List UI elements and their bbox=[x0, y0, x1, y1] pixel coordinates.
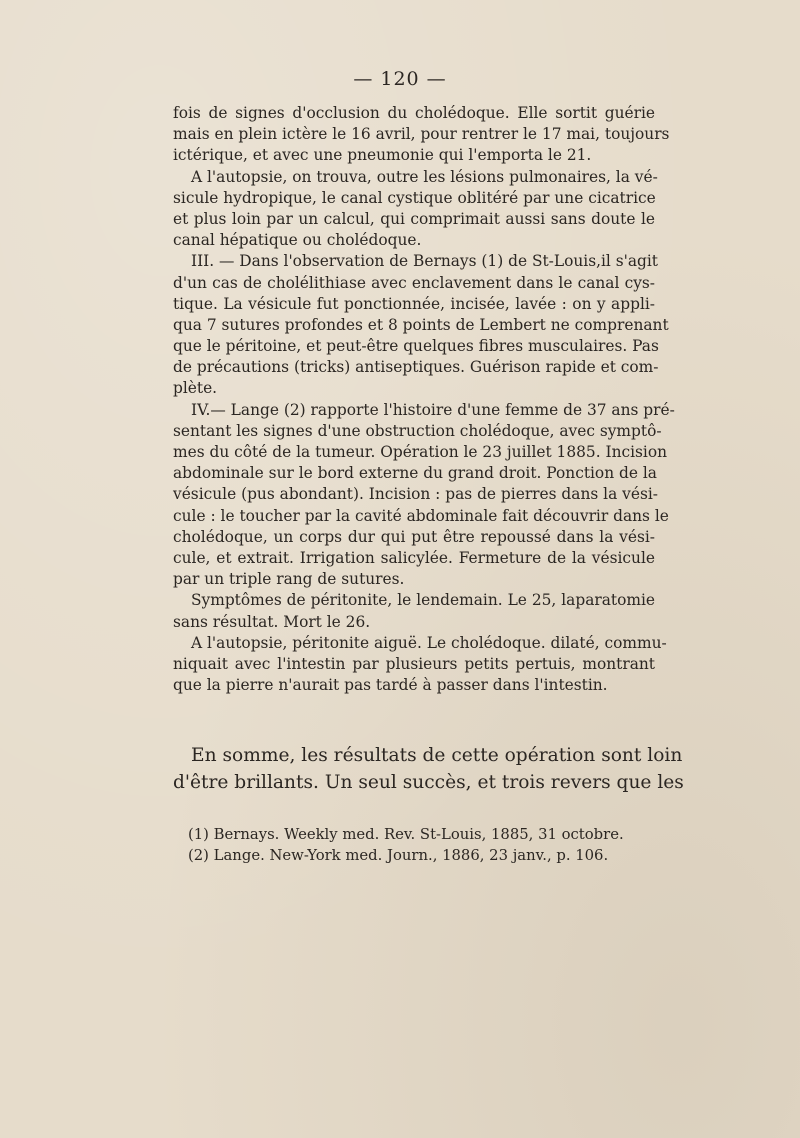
text-line: d'un cas de cholélithiase avec enclavement dans le canal cys- bbox=[173, 273, 655, 292]
text-line: vésicule (pus abondant). Incision : pas de pierres dans la vési- bbox=[173, 485, 658, 504]
text-line: cholédoque, un corps dur qui put être repoussé dans la vési- bbox=[173, 527, 655, 546]
text-line: et plus loin par un calcul, qui comprimait aussi sans doute le bbox=[173, 209, 655, 228]
page-number: — 120 — bbox=[353, 68, 447, 90]
text-line: tique. La vésicule fut ponctionnée, incisée, lavée : on y appli- bbox=[173, 294, 655, 313]
text-line: fois de signes d'occlusion du cholédoque. Elle sortit guérie bbox=[173, 104, 655, 122]
text-line: sentant les signes d'une obstruction cholédoque, avec symptô- bbox=[173, 421, 662, 440]
text-line: canal hépatique ou cholédoque. bbox=[173, 231, 422, 250]
text-line: Symptômes de péritonite, le lendemain. Le 25, laparatomie bbox=[191, 591, 655, 610]
body-text bbox=[173, 103, 675, 696]
text-line: de précautions (tricks) antiseptiques. Guérison rapide et com- bbox=[173, 358, 659, 377]
footnote: (1) Bernays. Weekly med. Rev. St-Louis, 1885, 31 octobre. bbox=[188, 826, 624, 843]
text-line: d'être brillants. Un seul succès, et trois revers que les bbox=[173, 772, 684, 793]
text-line: ictérique, et avec une pneumonie qui l'emporta le 21. bbox=[173, 146, 592, 165]
text-line: abdominale sur le bord externe du grand droit. Ponction de la bbox=[173, 464, 657, 483]
text-line: A l'autopsie, péritonite aiguë. Le cholédoque. dilaté, commu- bbox=[191, 633, 667, 652]
text-line: que la pierre n'aurait pas tardé à passer dans l'intestin. bbox=[173, 676, 608, 695]
footnote: (2) Lange. New-York med. Journ., 1886, 23 janv., p. 106. bbox=[188, 847, 609, 864]
text-line: IV.— Lange (2) rapporte l'histoire d'une femme de 37 ans pré- bbox=[191, 400, 675, 419]
footnotes bbox=[188, 824, 648, 866]
text-line: niquait avec l'intestin par plusieurs petits pertuis, montrant bbox=[173, 654, 655, 673]
text-line: sans résultat. Mort le 26. bbox=[173, 612, 371, 631]
text-line: A l'autopsie, on trouva, outre les lésions pulmonaires, la vé- bbox=[191, 167, 658, 186]
text-line: que le péritoine, et peut-être quelques fibres musculaires. Pas bbox=[173, 337, 659, 356]
text-line: sicule hydropique, le canal cystique oblitéré par une cicatrice bbox=[173, 188, 656, 207]
text-line: mais en plein ictère le 16 avril, pour rentrer le 17 mai, toujours bbox=[173, 125, 670, 144]
text-line: III. — Dans l'observation de Bernays (1) de St-Louis,il s'agit bbox=[191, 252, 658, 271]
text-line: cule, et extrait. Irrigation salicylée. Fermeture de la vésicule bbox=[173, 548, 655, 567]
conclusion-paragraph bbox=[173, 742, 684, 796]
text-line: cule : le toucher par la cavité abdominale fait découvrir dans le bbox=[173, 506, 669, 525]
text-line: qua 7 sutures profondes et 8 points de Lembert ne comprenant bbox=[173, 315, 669, 334]
text-line: mes du côté de la tumeur. Opération le 23 juillet 1885. Incision bbox=[173, 443, 668, 461]
text-line: En somme, les résultats de cette opération sont loin bbox=[191, 745, 683, 766]
text-line: par un triple rang de sutures. bbox=[173, 570, 405, 589]
text-line: plète. bbox=[173, 379, 218, 398]
